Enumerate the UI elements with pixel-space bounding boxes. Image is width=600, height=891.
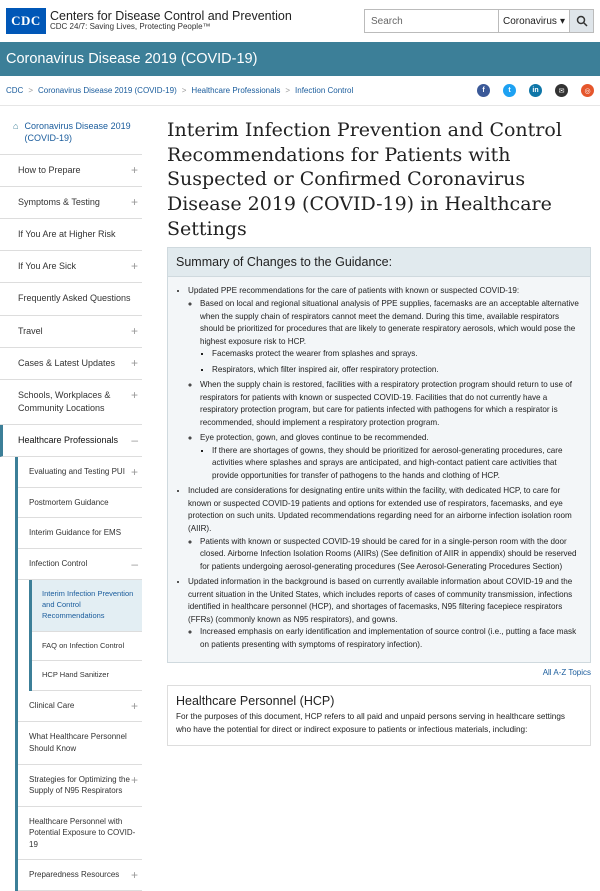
sidebar-item-label: Symptoms & Testing — [18, 197, 100, 208]
search-input[interactable] — [364, 9, 498, 33]
sidebar-item-n95-strategies[interactable] — [18, 765, 142, 807]
expand-icon[interactable]: + — [130, 323, 138, 338]
expand-icon[interactable]: + — [130, 464, 138, 479]
main-content — [142, 106, 600, 891]
sidebar-item-label: Schools, Workplaces & Community Locations — [18, 389, 111, 413]
linkedin-icon[interactable]: in — [529, 84, 542, 97]
expand-icon[interactable]: + — [130, 387, 138, 402]
hcp-section — [167, 685, 591, 745]
sidebar-item-label: Interim Infection Prevention and Control Recommendations — [42, 588, 134, 620]
sidebar-item-label: Healthcare Professionals — [18, 434, 119, 445]
hcp-text: For the purposes of this document, HCP refers to all paid and unpaid persons serving in healthcare settings who have the potential for direct or indirect exposure to patients or infectious materials, including: — [176, 712, 565, 735]
sidebar-item-label: Cases & Latest Updates — [18, 357, 116, 368]
hcp-heading: Healthcare Personnel (HCP) — [176, 694, 335, 709]
sidebar-item-label: Preparedness Resources — [29, 870, 120, 880]
sidebar-item-symptoms[interactable] — [0, 187, 142, 219]
summary-of-changes — [167, 247, 591, 663]
search-icon — [576, 15, 588, 27]
expand-icon[interactable]: + — [130, 355, 138, 370]
expand-icon[interactable]: + — [130, 868, 138, 883]
sidebar-subnav — [15, 457, 142, 891]
list-item: ▪ Respirators, which filter inspired air, offer respiratory protection. — [212, 364, 580, 377]
sidebar-item-preparedness[interactable] — [18, 860, 142, 891]
expand-icon[interactable]: + — [130, 163, 138, 178]
sidebar-item-label: How to Prepare — [18, 165, 81, 176]
list-item — [188, 576, 580, 651]
sidebar-nav — [0, 106, 142, 891]
list-item-text: Updated information in the background is based on currently available information about COVID-19 and the current situation in the United States, which includes reports of cases of community transmission, infections identified in healthcare personnel (HCP), and shortages of facemasks, N95 filtering facepiece respirators (FFRs) (commonly known as N95 respirators), and gowns. — [188, 577, 573, 624]
sidebar-item-postmortem[interactable] — [18, 488, 142, 519]
sidebar-item-infection-control[interactable] — [18, 549, 142, 580]
org-name: Centers for Disease Control and Prevention — [50, 9, 292, 24]
breadcrumb-infection-control[interactable]: Infection Control — [295, 86, 354, 95]
all-a-z-topics-link[interactable]: All A-Z Topics — [542, 668, 591, 678]
sidebar-item-travel[interactable] — [0, 316, 142, 348]
collapse-icon[interactable]: – — [131, 432, 138, 447]
cdc-logo[interactable] — [6, 8, 292, 34]
list-item-text: Based on local and regional situational analysis of PPE supplies, facemasks are an acceptable alternative when the supply chain of respirators cannot meet the demand. During this time, available respirators should be prioritized for procedures that are likely to generate respiratory aerosols, which would pose the highest exposure risk to HCP. — [200, 298, 579, 346]
sidebar-item-hand-sanitizer[interactable] — [32, 661, 142, 691]
list-item: ◦ Patients with known or suspected COVID-19 should be cared for in a single-person room with the door closed. Airborne Infection Isolation Rooms (AIIRs) (See definition of AIIR in appendix) should be reserved for patients undergoing aerosol-generating procedures (See Aerosol-Generating Procedures Section) — [200, 536, 580, 574]
sidebar-home[interactable] — [0, 120, 142, 155]
list-item-text: Eye protection, gown, and gloves continue to be recommended. — [200, 433, 429, 443]
org-tagline: CDC 24/7: Saving Lives, Protecting People™ — [50, 22, 211, 32]
syndicate-icon[interactable]: ◎ — [581, 84, 594, 97]
sidebar-item-label: If You Are Sick — [18, 261, 77, 272]
site-title-bar — [0, 42, 600, 76]
social-share-bar — [477, 84, 594, 97]
sidebar-item-label: Infection Control — [29, 558, 88, 568]
sidebar-item-label: What Healthcare Personnel Should Know — [29, 732, 127, 753]
twitter-icon[interactable]: t — [503, 84, 516, 97]
sidebar-item-faq[interactable] — [0, 283, 142, 315]
cdc-logo-mark: CDC — [6, 8, 46, 34]
list-item — [200, 298, 580, 376]
sidebar-item-label: Travel — [18, 325, 43, 336]
list-item — [188, 285, 580, 482]
sidebar-item-healthcare-professionals[interactable] — [0, 425, 142, 457]
sidebar-item-label: Interim Guidance for EMS — [29, 528, 122, 538]
summary-body — [168, 277, 590, 662]
expand-icon[interactable]: + — [130, 195, 138, 210]
list-item-text: Included are considerations for designating entire units within the facility, with dedicated HCP, to care for known or suspected COVID-19 patients and options for extended use of respirators, facemasks, and eye protection on such units. Updated recommendations regarding need for an airborne infection isolation room (AIIR). — [188, 486, 572, 533]
page-title: Interim Infection Prevention and Control Recommendations for Patients with Suspected or Confirmed Coronavirus Disease 2019 (COVID-19) in Healthcare Settings — [167, 119, 562, 240]
sidebar-item-schools[interactable] — [0, 380, 142, 425]
sidebar-item-if-sick[interactable] — [0, 251, 142, 283]
facebook-icon[interactable]: f — [477, 84, 490, 97]
caret-down-icon: ▾ — [559, 15, 565, 27]
search-button[interactable] — [570, 9, 594, 33]
sidebar-item-clinical-care[interactable] — [18, 691, 142, 722]
expand-icon[interactable]: + — [130, 772, 138, 787]
expand-icon[interactable]: + — [130, 259, 138, 274]
list-item — [188, 485, 580, 573]
breadcrumb: CDC > Coronavirus Disease 2019 (COVID-19) > Healthcare Professionals > Infection Control f t in ✉ ◎ — [0, 76, 600, 106]
search-bar — [364, 9, 594, 33]
sidebar-item-higher-risk[interactable] — [0, 219, 142, 251]
sidebar-item-label: Healthcare Personnel with Potential Exposure to COVID-19 — [29, 816, 136, 849]
sidebar-item-label: Postmortem Guidance — [29, 497, 109, 507]
sidebar-item-label: FAQ on Infection Control — [42, 640, 125, 650]
breadcrumb-hcp[interactable]: Healthcare Professionals — [191, 86, 281, 95]
email-icon[interactable]: ✉ — [555, 84, 568, 97]
summary-heading: Summary of Changes to the Guidance: — [168, 248, 590, 277]
site-header — [0, 0, 600, 42]
list-item-text: Updated PPE recommendations for the care of patients with known or suspected COVID-19: — [188, 286, 520, 296]
collapse-icon[interactable]: – — [131, 556, 138, 571]
sidebar-item-label: Evaluating and Testing PUI — [29, 466, 125, 476]
list-item: ▪ If there are shortages of gowns, they should be prioritized for aerosol-generating procedures, care activities where splashes and sprays are anticipated, and high-contact patient care activities that provide opportunities for transfer of pathogens to the hands and clothing of HCP. — [212, 445, 580, 483]
site-title[interactable]: Coronavirus Disease 2019 (COVID-19) — [6, 51, 258, 67]
sidebar-item-faq-infection-control[interactable] — [32, 632, 142, 662]
expand-icon[interactable]: + — [130, 699, 138, 714]
search-scope-dropdown[interactable] — [498, 9, 570, 33]
sidebar-subnav-infection-control — [29, 580, 142, 691]
list-item: ◦ When the supply chain is restored, facilities with a respiratory protection program should return to use of respirators for patients with known or suspected COVID-19. Facilities that do not currently have a respiratory protection program, but care for patients infected with pathogens for which a respirator is recommended, should implement a respiratory protection program. — [200, 379, 580, 429]
breadcrumb-cdc[interactable]: CDC — [6, 86, 24, 95]
sidebar-home-label: Coronavirus Disease 2019 (COVID-19) — [24, 121, 131, 144]
sidebar-item-label: HCP Hand Sanitizer — [42, 670, 109, 680]
sidebar-item-cases[interactable] — [0, 348, 142, 380]
sidebar-item-hcp-exposure[interactable] — [18, 807, 142, 861]
sidebar-item-how-to-prepare[interactable] — [0, 155, 142, 187]
list-item: ▪ Facemasks protect the wearer from splashes and sprays. — [212, 348, 580, 361]
list-item — [200, 432, 580, 482]
breadcrumb-covid[interactable]: Coronavirus Disease 2019 (COVID-19) — [38, 86, 177, 95]
sidebar-item-evaluating-pui[interactable] — [18, 457, 142, 488]
sidebar-item-ems[interactable] — [18, 518, 142, 549]
sidebar-item-label: Clinical Care — [29, 701, 75, 711]
sidebar-item-what-hcp-know[interactable] — [18, 722, 142, 764]
sidebar-item-label: If You Are at Higher Risk — [18, 229, 116, 240]
list-item: ◦ Increased emphasis on early identification and implementation of source control (i.e., putting a face mask on patients presenting with symptoms of respiratory infection). — [200, 626, 580, 651]
sidebar-item-interim-recommendations[interactable] — [32, 580, 142, 632]
sidebar-item-label: Strategies for Optimizing the Supply of N95 Respirators — [29, 774, 130, 796]
sidebar-item-label: Frequently Asked Questions — [18, 293, 131, 304]
home-icon: ⌂ — [13, 121, 19, 131]
search-scope-label: Coronavirus — [503, 15, 557, 27]
